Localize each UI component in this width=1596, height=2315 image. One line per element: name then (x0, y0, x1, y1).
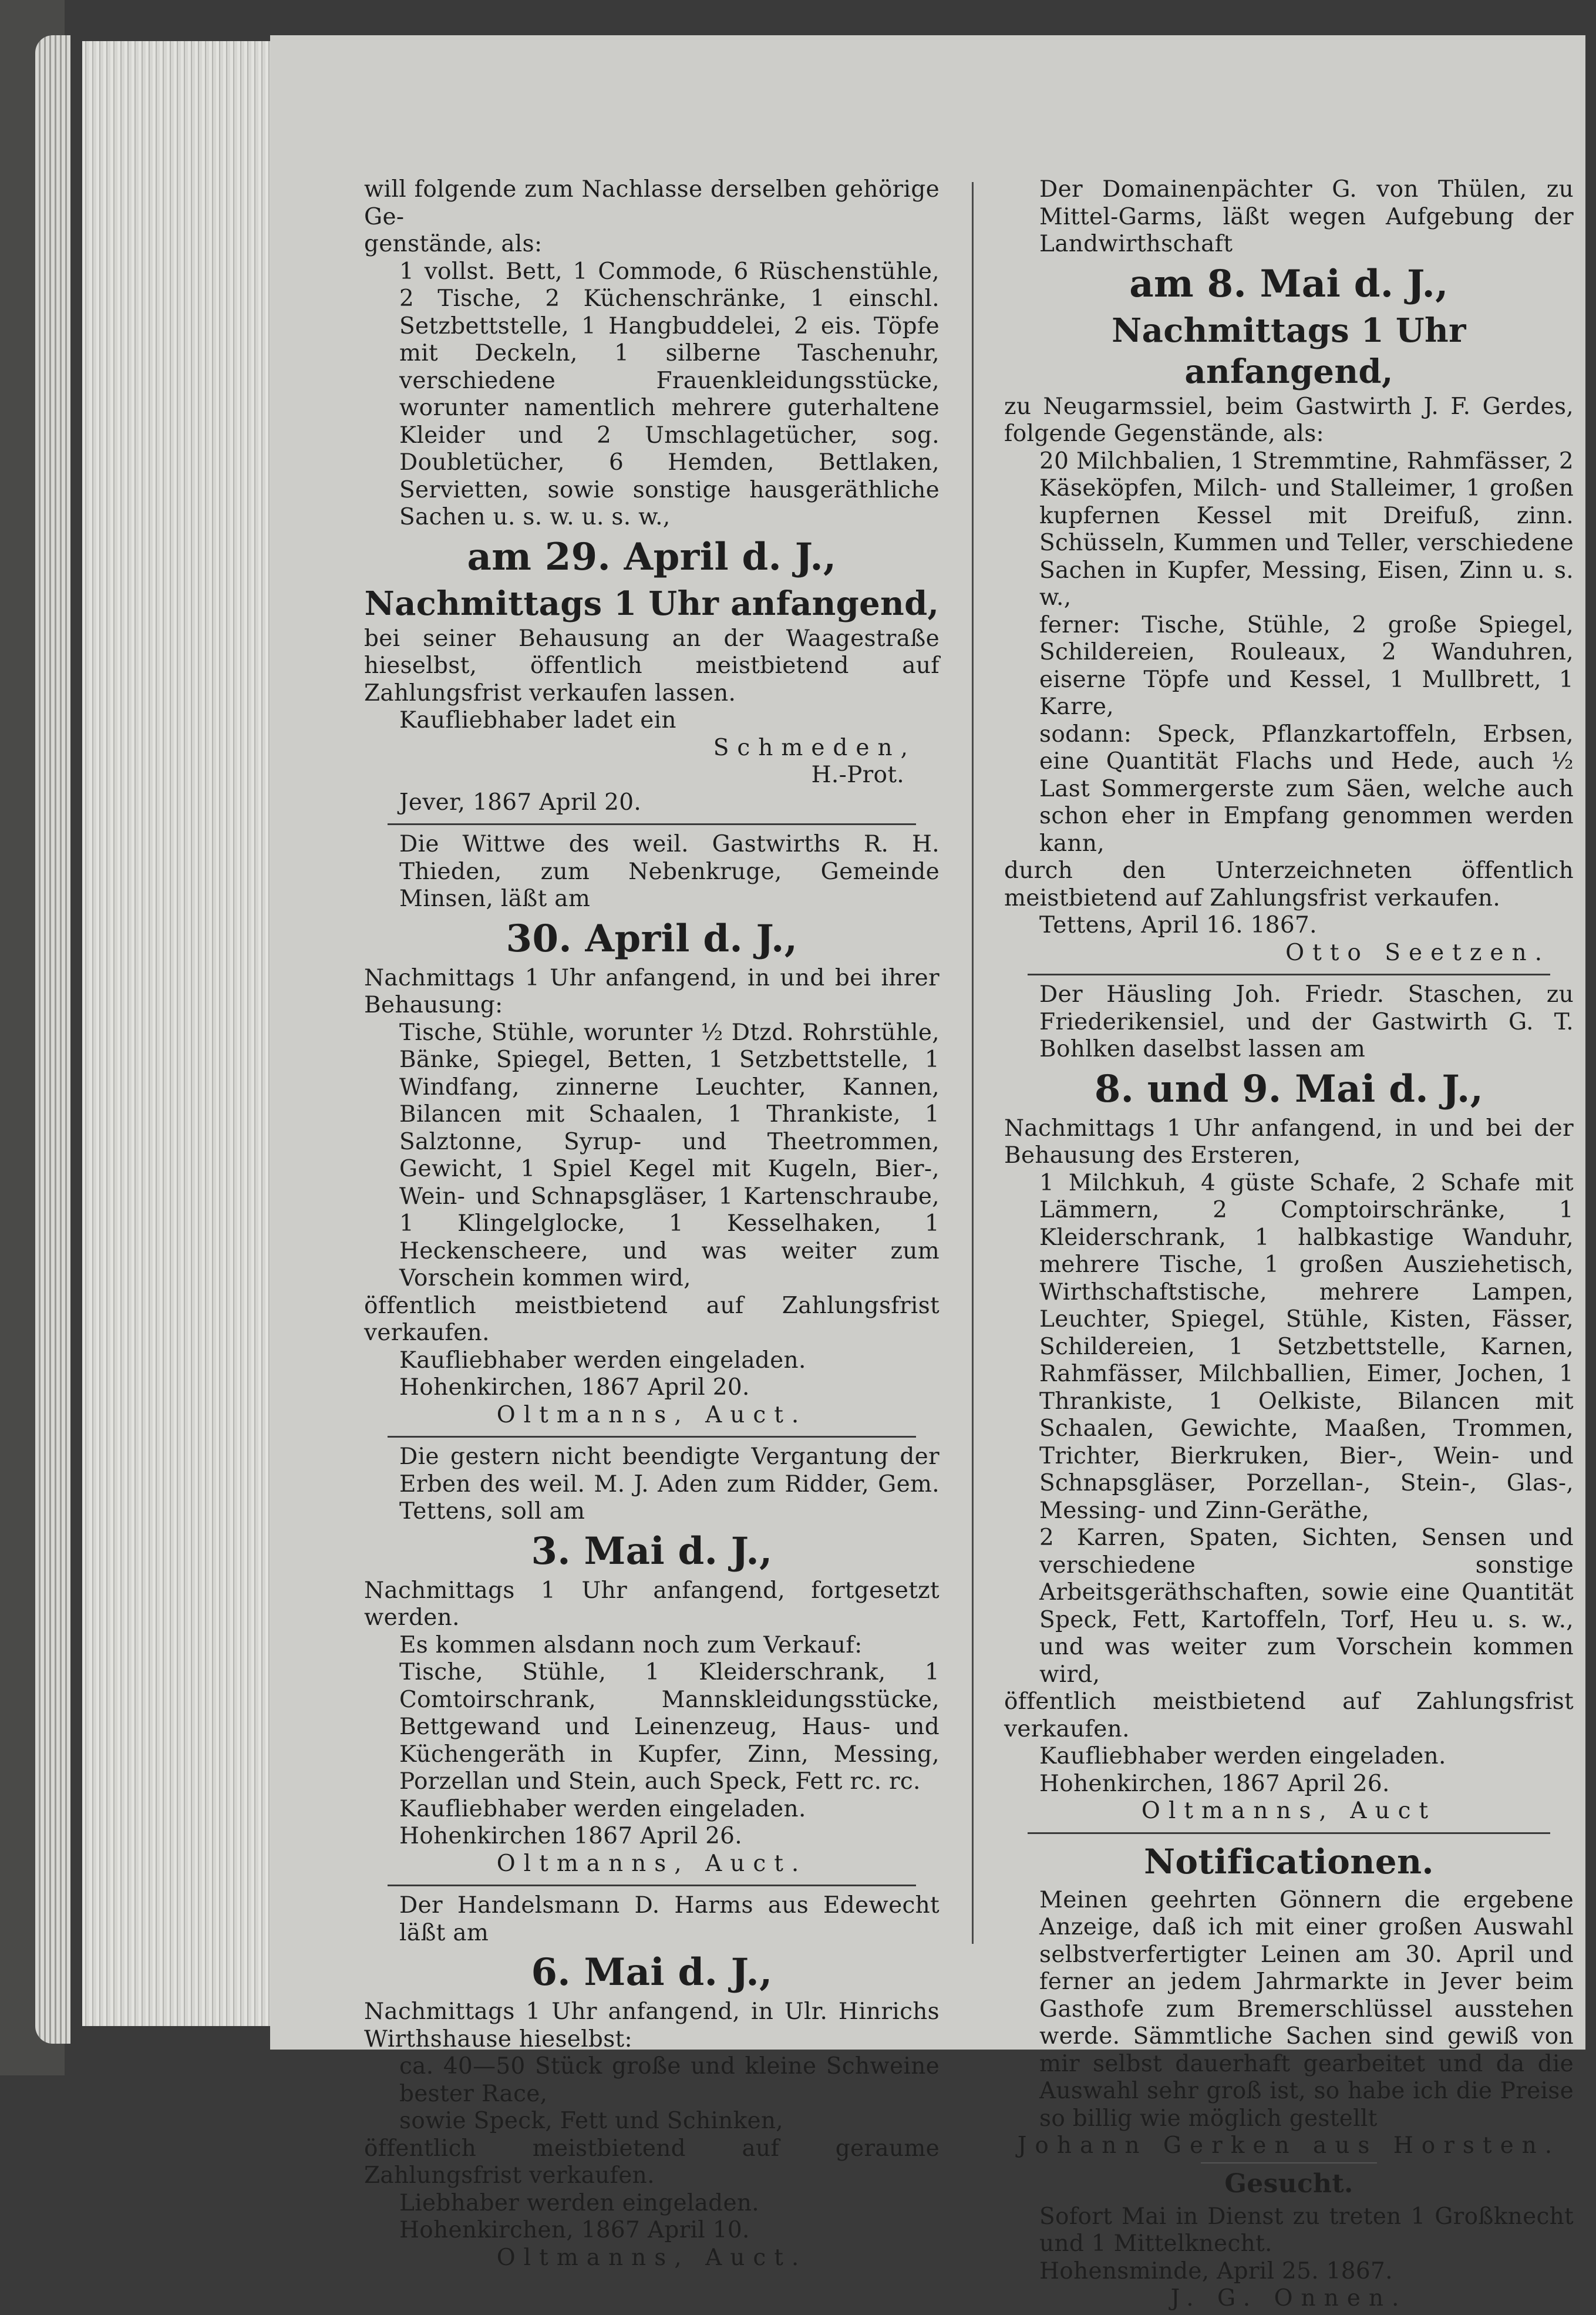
section-notifications (1004, 1840, 1574, 2160)
place-date: Hohensminde, April 25. 1867. (1039, 2257, 1393, 2284)
item-list: Tische, Stühle, 1 Kleiderschrank, 1 Comtoirschrank, Mannskleidungsstücke, Bettgewand und Leinenzeug, Haus- und Küchengeräth in Kupfer, Zinn, Messing, Porzellan und Stein, auch Speck, Fett rc. rc. (399, 1659, 940, 1795)
book-edge (35, 35, 70, 2044)
section-heading: Notificationen. (1144, 1841, 1434, 1882)
separator-rule (388, 1885, 916, 1886)
body-text: Nachmittags 1 Uhr anfangend, fortgesetzt werden. (364, 1577, 940, 1631)
item-list: 2 Karren, Spaten, Sichten, Sensen und verschiedene sonstige Arbeitsgeräthschaften, sowie eine Quantität Speck, Fett, Kartoffeln, Torf, Heu u. s. w., und was weiter zum Vorschein kommen wird, (1039, 1525, 1574, 1688)
advert-staschen (1004, 981, 1574, 1825)
page-stack-edges (82, 41, 276, 2026)
body-text: bei seiner Behausung an der Waagestraße hieselbst, öffentlich meistbietend auf Zahlungsfrist verkaufen lassen. (364, 625, 940, 706)
place-date: Tettens, April 16. 1867. (1039, 912, 1317, 938)
place-date: Hohenkirchen 1867 April 26. (399, 1823, 742, 1849)
section-heading: Gesucht. (1224, 2168, 1353, 2199)
separator-rule (388, 1436, 916, 1438)
signer: Otto Seetzen. (1285, 939, 1550, 966)
closing-text: durch den Unterzeichneten öffentlich meistbietend auf Zahlungsfrist verkaufen. (1004, 857, 1574, 911)
item-line: ca. 40—50 Stück große und kleine Schweine bester Race, (399, 2053, 940, 2107)
place-date: Hohenkirchen, 1867 April 20. (399, 1374, 750, 1401)
newspaper-page (270, 35, 1585, 2311)
advert-thuelen (1004, 176, 1574, 967)
body-text: Nachmittags 1 Uhr anfangend, in Ulr. Hinrichs Wirthshause hieselbst: (364, 1998, 940, 2052)
invitation: Kaufliebhaber werden eingeladen. (399, 1347, 806, 1374)
separator-rule (1028, 1832, 1550, 1834)
place-date: Jever, 1867 April 20. (399, 789, 642, 816)
body-text: Nachmittags 1 Uhr anfangend, in und bei ihrer Behausung: (364, 964, 940, 1018)
right-column (1004, 176, 1574, 2315)
item-list: 20 Milchbalien, 1 Stremmtine, Rahmfässer, 2 Käseköpfen, Milch- und Stalleimer, 1 großen kupfernen Kessel mit Dreifuß, zinn. Schüsseln, Kummen und Teller, verschiedene Sachen in Kupfer, Messing, Eisen, Zinn u. s. w., (1039, 447, 1574, 611)
signer: Oltmanns, Auct (1141, 1798, 1437, 1824)
advert-schmeden (364, 176, 940, 816)
signer: J. G. Onnen. (1170, 2285, 1408, 2311)
body-text: zu Neugarmssiel, beim Gastwirth J. F. Gerdes, folgende Gegenstände, als: (1004, 393, 1574, 447)
closing-text: öffentlich meistbietend auf Zahlungsfrist verkaufen. (364, 1292, 940, 1346)
item-list: Tische, Stühle, worunter ½ Dtzd. Rohrstühle, Bänke, Spiegel, Betten, 1 Setzbettstelle, 1 Windfang, zinnerne Leuchter, Kannen, Bilancen mit Schaalen, 1 Thrankiste, 1 Salztonne, Syrup- und Theetrommen, Gewicht, 1 Spiel Kegel mit Kugeln, Bier-, Wein- und Schnapsgläser, 1 Kartenschraube, 1 Klingelglocke, 1 Kesselhaken, 1 Heckenscheere, und was weiter zum Vorschein kommen wird, (399, 1019, 940, 1291)
intro-text: Der Handelsmann D. Harms aus Edewecht läßt am (399, 1892, 940, 1946)
sale-date: am 8. Mai d. J., (1129, 261, 1449, 306)
invitation: Kaufliebhaber werden eingeladen. (399, 1795, 806, 1822)
closing-text: öffentlich meistbietend auf Zahlungsfrist verkaufen. (1004, 1688, 1574, 1742)
sale-date: am 29. April d. J., (467, 534, 837, 579)
sale-date: 3. Mai d. J., (531, 1529, 773, 1573)
item-line: sowie Speck, Fett und Schinken, (399, 2108, 783, 2134)
sub-text: Es kommen alsdann noch zum Verkauf: (399, 1631, 863, 1658)
signer: Johann Gerken aus Horsten. (1017, 2132, 1561, 2159)
sale-date: 8. und 9. Mai d. J., (1094, 1066, 1484, 1111)
signer: Oltmanns, Auct. (496, 1850, 807, 1877)
column-divider (972, 182, 974, 1944)
closing-text: öffentlich meistbietend auf geraume Zahlungsfrist verkaufen. (364, 2135, 940, 2189)
body-text: Sofort Mai in Dienst zu treten 1 Großknecht und 1 Mittelknecht. (1039, 2203, 1574, 2257)
sale-date: 6. Mai d. J., (531, 1950, 773, 1994)
text-line: genstände, als: (364, 231, 543, 257)
sale-date: 30. April d. J., (506, 916, 798, 961)
sale-time: Nachmittags 1 Uhr anfangend, (364, 584, 940, 623)
separator-rule (388, 823, 916, 825)
advert-thieden (364, 831, 940, 1429)
item-list: sodann: Speck, Pflanzkartoffeln, Erbsen, eine Quantität Flachs und Hede, auch ½ Last Sommergerste zum Säen, welche auch schon eher in Empfang genommen werden kann, (1039, 721, 1574, 857)
separator-rule (1028, 974, 1550, 975)
advert-aden (364, 1443, 940, 1877)
intro-text: Der Häusling Joh. Friedr. Staschen, zu Friederikensiel, und der Gastwirth G. T. Bohlken daselbst lassen am (1039, 981, 1574, 1062)
signer-title: H.-Prot. (811, 762, 904, 788)
left-column (364, 176, 940, 2274)
intro-text: Die gestern nicht beendigte Vergantung der Erben des weil. M. J. Aden zum Ridder, Gem. Tettens, soll am (399, 1443, 940, 1525)
sale-time: Nachmittags 1 Uhr anfangend, (1112, 311, 1466, 391)
intro-text: Der Domainenpächter G. von Thülen, zu Mittel-Garms, läßt wegen Aufgebung der Landwirthschaft (1039, 176, 1574, 257)
place-date: Hohenkirchen, 1867 April 10. (399, 2217, 750, 2243)
advert-harms (364, 1892, 940, 2272)
signer: Schmeden, (713, 734, 916, 761)
invitation: Kaufliebhaber werden eingeladen. (1039, 1743, 1446, 1769)
invitation: Kaufliebhaber ladet ein (399, 707, 676, 733)
item-list: 1 vollst. Bett, 1 Commode, 6 Rüschenstühle, 2 Tische, 2 Küchenschränke, 1 einschl. Setzbettstelle, 1 Hangbuddelei, 2 eis. Töpfe mit Deckeln, 1 silberne Taschenuhr, verschiedene Frauenkleidungsstücke, worunter namentlich mehrere guterhaltene Kleider und 2 Umschlagetücher, sog. Doubletücher, 6 Hemden, Bettlaken, Servietten, sowie sonstige hausgeräthliche Sachen u. s. w. u. s. w., (399, 258, 940, 530)
item-list: 1 Milchkuh, 4 güste Schafe, 2 Schafe mit Lämmern, 2 Comptoirschränke, 1 Kleiderschrank, 1 halbkastige Wanduhr, mehrere Tische, 1 großen Ausziehetisch, Wirthschaftstische, mehrere Lampen, Leuchter, Spiegel, Stühle, Kisten, Fässer, Schildereien, 1 Setzbettstelle, Karnen, Rahmfässer, Milchballien, Eimer, Jochen, 1 Thrankiste, 1 Oelkiste, Bilancen mit Schaalen, Gewichte, Maaßen, Trommen, Trichter, Bierkruken, Bier-, Wein- und Schnapsgläser, Porzellan-, Stein-, Glas-, Messing- und Zinn-Geräthe, (1039, 1169, 1574, 1524)
signer: Oltmanns, Auct. (496, 1401, 807, 1428)
invitation: Liebhaber werden eingeladen. (399, 2189, 759, 2216)
signer: Oltmanns, Auct. (496, 2244, 807, 2271)
body-text: Nachmittags 1 Uhr anfangend, in und bei der Behausung des Ersteren, (1004, 1115, 1574, 1169)
place-date: Hohenkirchen, 1867 April 26. (1039, 1770, 1390, 1797)
body-text: Meinen geehrten Gönnern die ergebene Anzeige, daß ich mit einer großen Auswahl selbstverfertigter Leinen am 30. April und ferner an jedem Jahrmarkte in Jever beim Gasthofe zum Bremerschlüssel ausstehen werde. Sämmtliche Sachen sind gewiß von mir selbst dauerhaft gearbeitet und da die Auswahl sehr groß ist, so habe ich die Preise so billig wie möglich gestellt (1039, 1886, 1574, 2132)
intro-text: Die Wittwe des weil. Gastwirths R. H. Thieden, zum Nebenkruge, Gemeinde Minsen, läßt am (399, 831, 940, 912)
text-line: will folgende zum Nachlasse derselben gehörige Ge- (364, 176, 940, 230)
item-list: ferner: Tische, Stühle, 2 große Spiegel, Schildereien, Rouleaux, 2 Wanduhren, eiserne Töpfe und Kessel, 1 Mullbrett, 1 Karre, (1039, 611, 1574, 720)
short-rule (1201, 2162, 1377, 2163)
section-wanted (1004, 2167, 1574, 2313)
